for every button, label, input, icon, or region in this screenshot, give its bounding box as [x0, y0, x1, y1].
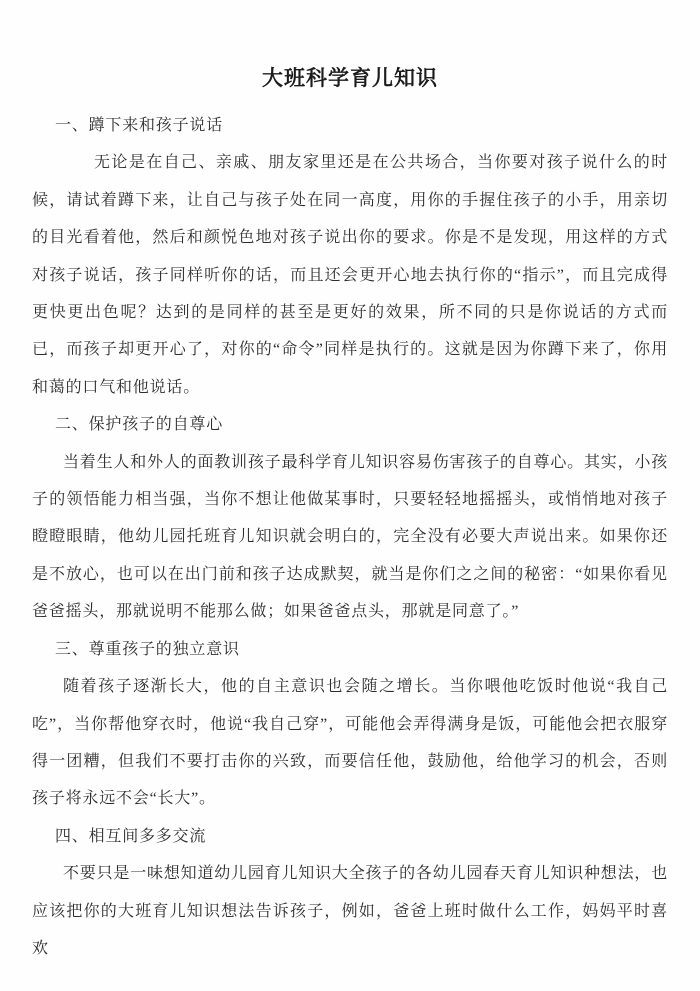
section-heading-4: 四、相互间多多交流: [55, 827, 207, 845]
paragraph-2: 当着生人和外人的面教训孩子最科学育儿知识容易伤害孩子的自尊心。其实，小孩子的领悟能力相当强，当你不想让他做某事时，只要轻轻地摇摇头，或悄悄地对孩子瞪瞪眼睛，他幼儿园托班育儿知识就会明白的，完全没有必要大声说出来。如果你还是不放心，也可以在出门前和孩子达成默契，就当是你们之之间的秘密：“如果你看见爸爸摇头，那就说明不能那么做；如果爸爸点头，那就是同意了。”: [32, 453, 668, 621]
section-squat-down: [32, 107, 668, 406]
section-communicate-more: [32, 818, 668, 968]
paragraph-3: 随着孩子逐渐长大，他的自主意识也会随之增长。当你喂他吃饭时他说“我自己吃”，当你帮他穿衣时，他说“我自己穿”，可能他会弄得满身是饭，可能他会把衣服穿得一团糟，但我们不要打击你的兴致，而要信任他，鼓励他，给他学习的机会，否则孩子将永远不会“长大”。: [32, 678, 668, 808]
section-heading-3: 三、尊重孩子的独立意识: [55, 640, 240, 658]
section-heading-2: 二、保护孩子的自尊心: [55, 416, 224, 434]
section-respect-independence: [32, 631, 668, 818]
section-heading-1: 一、蹲下来和孩子说话: [55, 117, 224, 134]
page-title: 大班科学育儿知识: [262, 67, 438, 90]
paragraph-1: 无论是在自己、亲戚、朋友家里还是在公共场合，当你要对孩子说什么的时候，请试着蹲下来，让自己与孩子处在同一高度，用你的手握住孩子的小手，用亲切的目光看着他，然后和颜悦色地对孩子说出你的要求。你是不是发现，用这样的方式对孩子说话，孩子同样听你的话，而且还会更开心地去执行你的“指示”，而且完成得更快更出色呢？达到的是同样的甚至是更好的效果，所不同的只是你说话的方式而已，而孩子却更开心了，对你的“命令”同样是执行的。这就是因为你蹲下来了，你用和蔼的口气和他说话。: [32, 154, 668, 396]
section-protect-self-esteem: [32, 406, 668, 630]
paragraph-4: 不要只是一味想知道幼儿园育儿知识大全孩子的各幼儿园春天育儿知识种想法，也应该把你的大班育儿知识想法告诉孩子，例如，爸爸上班时做什么工作，妈妈平时喜欢: [32, 865, 668, 957]
